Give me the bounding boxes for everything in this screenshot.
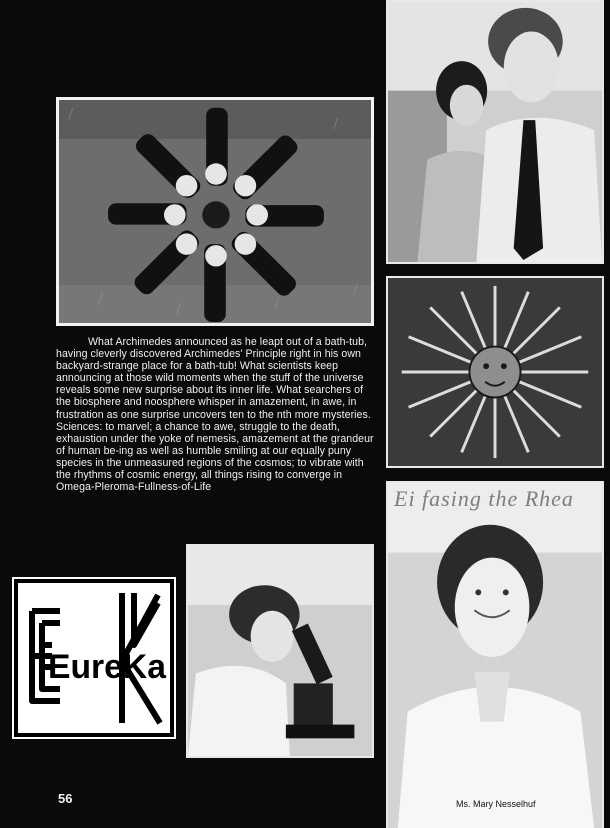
photo-two-students [386, 0, 604, 264]
eureka-logo [14, 579, 174, 737]
teacher-caption: Ms. Mary Nesselhuf [456, 799, 536, 809]
photo-students-circle [56, 97, 374, 326]
page-number: 56 [58, 791, 73, 806]
eureka-logo-word: EureKa [48, 648, 168, 686]
body-text: What Archimedes announced as he leapt out of a bath-tub, having cleverly discovered Archimedes' Principle right in his own backyard-strange place for a bath-tub! What scientists keep announcing at those wild moments when the stuff of the universe reveals some new surprise about its inner life. What searchers of the biosphere and noosphere whisper in amazement, in awe, in frustration as one surprise uncovers ten to the nth more mysteries. Sciences: to marvel; a chance to awe, struggle to the death, exhaustion under the yoke of nemesis, amazement at the grandeur of human be-ing as well as humble smiling at our equally puny species in the unmeasured regions of the cosmos; to vibrate with the rhythms of cosmic energy, all things rising to converge in Omega-Pleroma-Fullness-of-Life [56, 336, 374, 494]
teacher-sign-text: Ei fasing the Rhea [394, 486, 574, 511]
photo-student-microscope [186, 544, 374, 758]
photo-sun-artwork [386, 276, 604, 468]
photo-teacher-portrait [386, 481, 604, 828]
